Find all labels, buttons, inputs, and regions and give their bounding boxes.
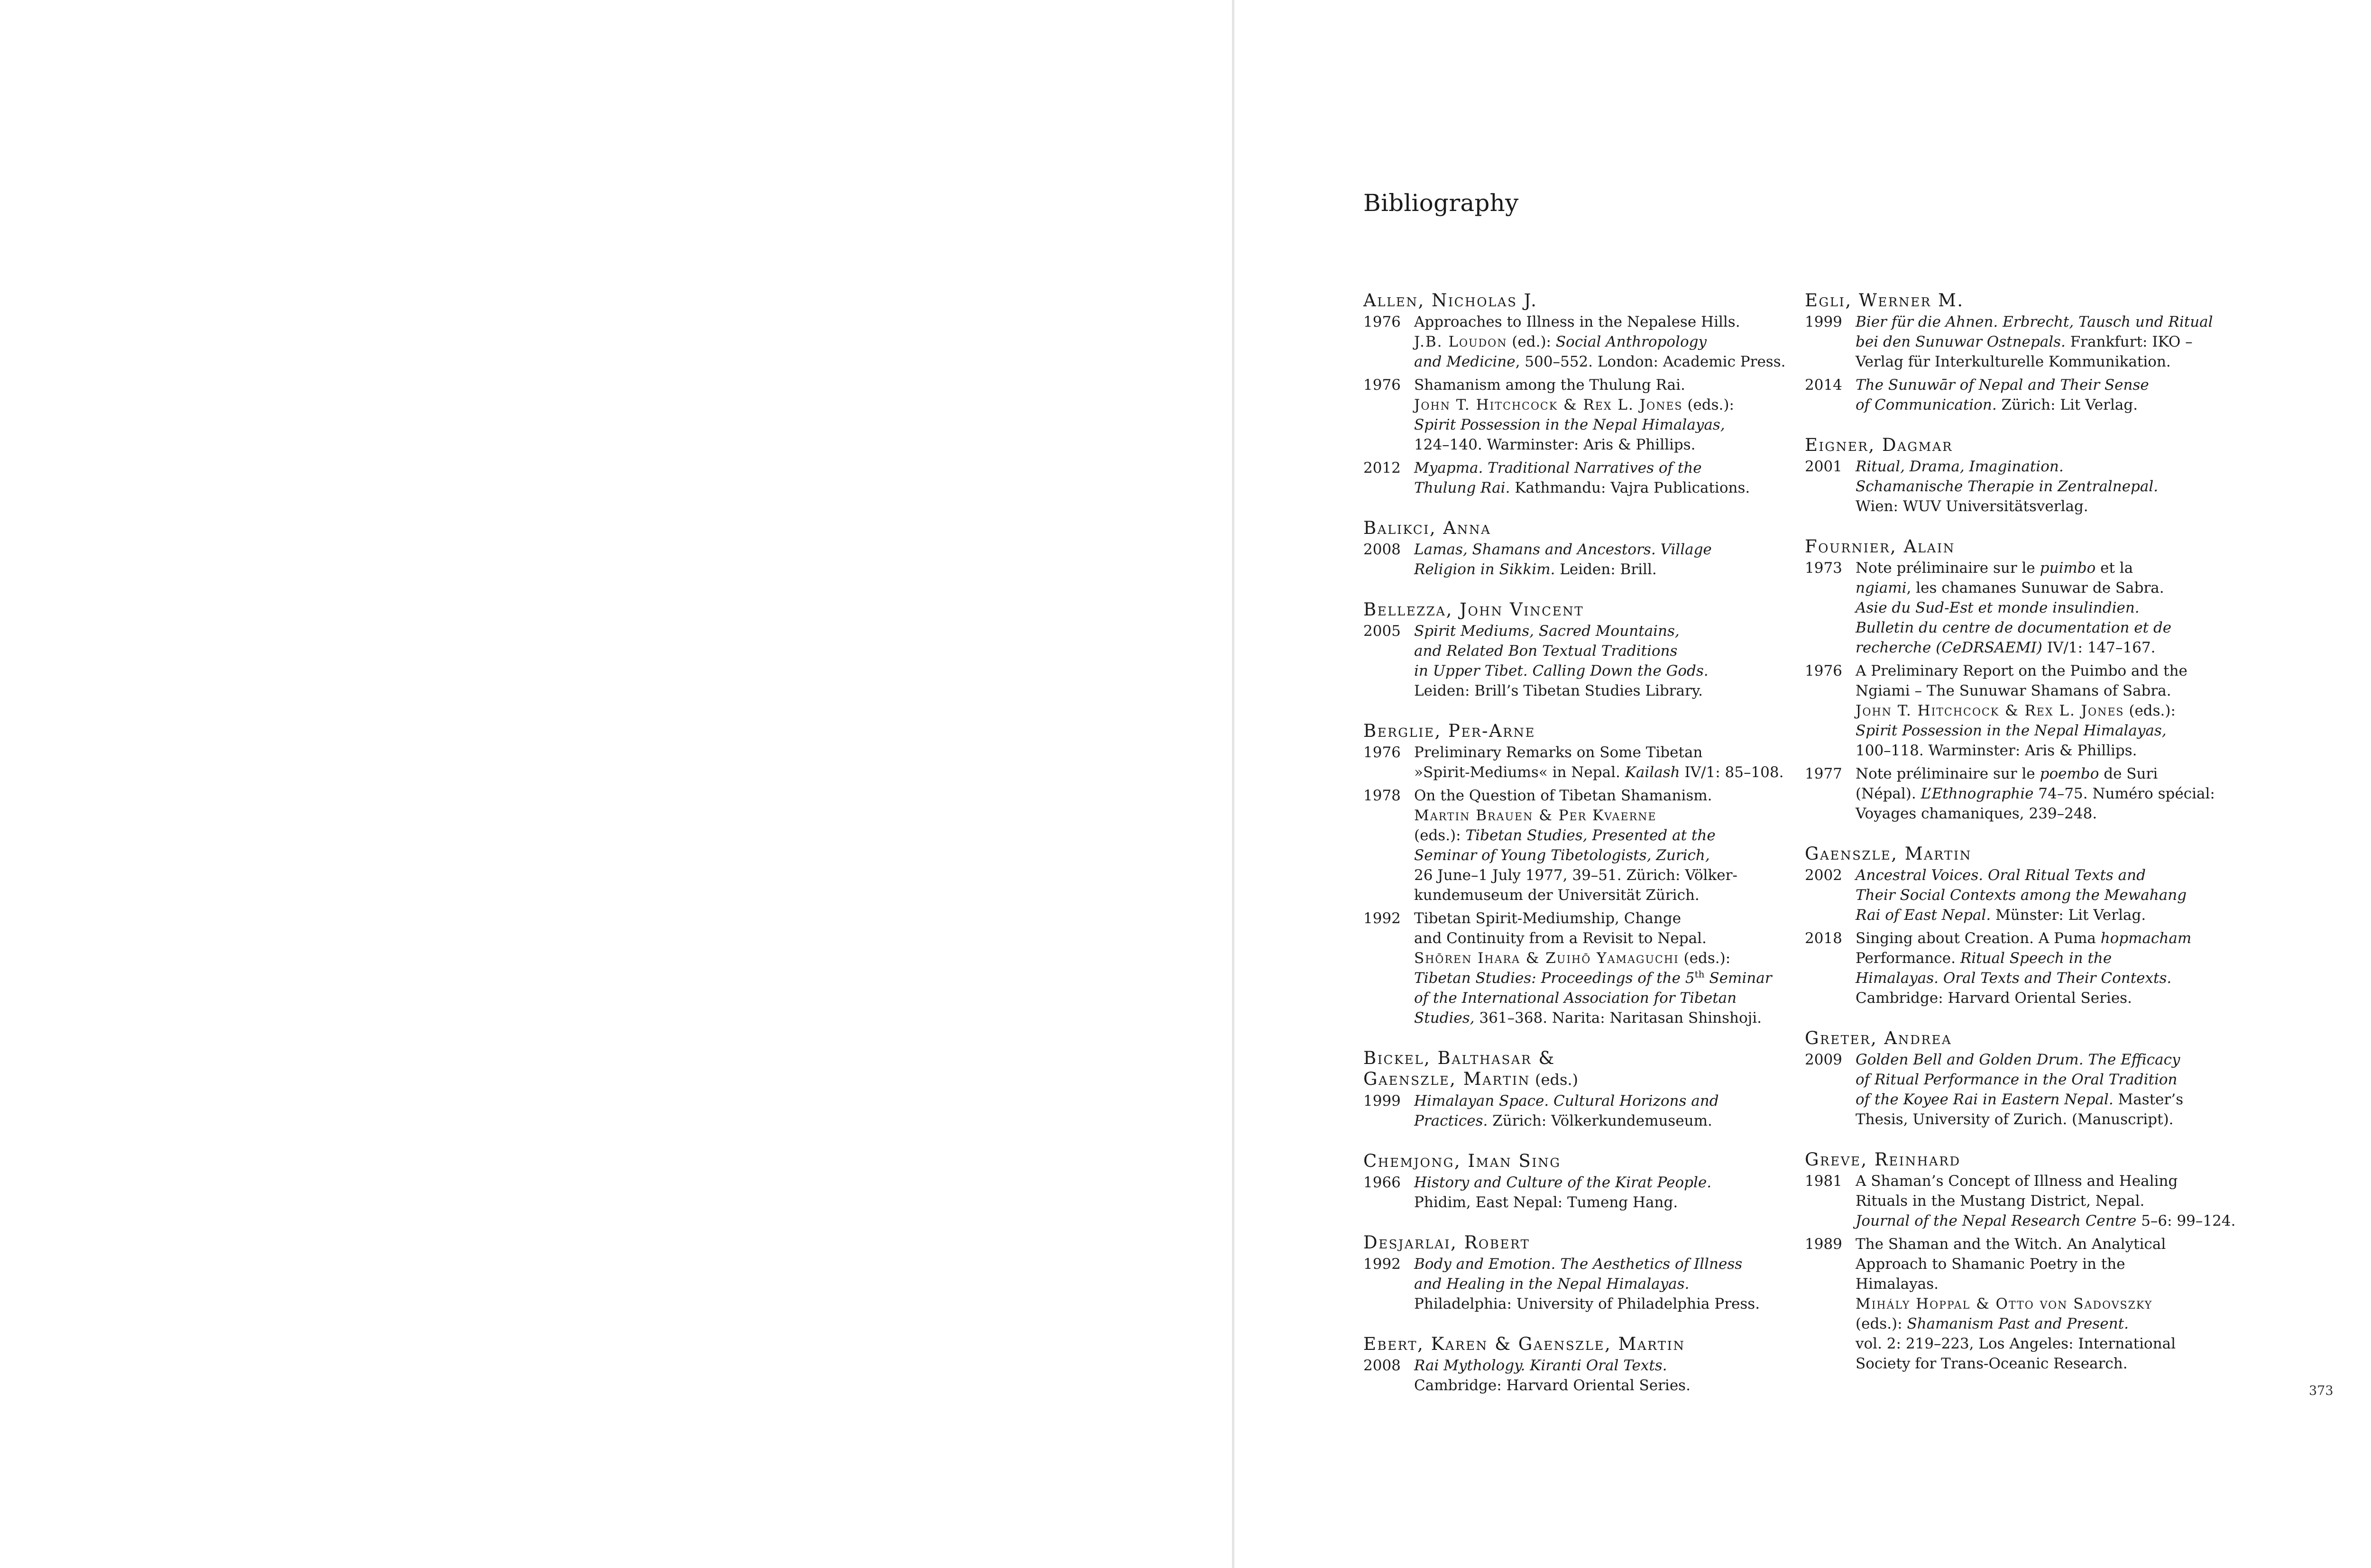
bib-work — [1805, 928, 2260, 1008]
bib-year: 2005 — [1363, 623, 1401, 640]
bib-text-segment: bei den Sunuwar Ostnepals. — [1856, 333, 2066, 350]
bib-text-segment: Note préliminaire sur le — [1856, 559, 2040, 577]
bib-line — [1414, 1091, 1790, 1111]
bib-author — [1363, 721, 1790, 742]
page-title: Bibliography — [1363, 189, 1519, 217]
bib-line — [1856, 721, 2260, 741]
bib-line — [1856, 1234, 2260, 1254]
bib-work — [1805, 457, 2260, 516]
bib-text-segment: Golden Bell and Golden Drum. The Efficacy — [1856, 1051, 2180, 1068]
bib-text-segment: Ritual Speech in the — [1960, 950, 2112, 967]
bib-work — [1363, 312, 1790, 372]
bib-author — [1363, 1069, 1790, 1090]
bib-line — [1856, 1254, 2260, 1274]
bib-line — [1414, 458, 1790, 478]
bib-text-segment: Ritual, Drama, Imagination. — [1856, 458, 2064, 475]
bib-entry — [1363, 290, 1790, 498]
bib-line — [1856, 1334, 2260, 1354]
bib-line — [1414, 1111, 1790, 1131]
bib-text-segment: and Medicine — [1414, 353, 1516, 370]
bib-line — [1414, 786, 1790, 806]
bib-text-segment: Body and Emotion. The Aesthetics of Illness — [1414, 1256, 1743, 1273]
bib-text-segment: Spirit Mediums, Sacred Mountains, — [1414, 623, 1680, 640]
bib-author — [1363, 290, 1790, 311]
bib-text-segment: Leiden: Brill’s Tibetan Studies Library. — [1414, 682, 1703, 699]
bib-author-eds: (eds.) — [1530, 1071, 1579, 1089]
bib-text-segment: 100–118. Warminster: Aris & Phillips. — [1856, 742, 2137, 759]
bib-text-segment: Kailash — [1625, 764, 1680, 781]
bib-author-name: Egli, Werner M. — [1805, 290, 1964, 311]
bib-author-name: Bickel, Balthasar & — [1363, 1048, 1555, 1068]
bib-line — [1856, 764, 2260, 784]
bib-text-segment: Studies, — [1414, 1009, 1475, 1027]
bib-line — [1856, 905, 2260, 925]
bib-text-segment: Seminar — [1704, 970, 1772, 987]
bib-text-segment: Lamas, Shamans and Ancestors. Village — [1414, 541, 1712, 558]
bib-line — [1414, 928, 1790, 948]
bib-entry — [1805, 435, 2260, 516]
bib-line — [1414, 885, 1790, 905]
bib-text-segment: Philadelphia: University of Philadelphia Press. — [1414, 1295, 1760, 1312]
bib-text-segment: 26 June–1 July 1977, 39–51. Zürich: Völker- — [1414, 867, 1737, 884]
bib-text-segment: Tibetan Studies: Proceedings of the 5 — [1414, 970, 1695, 987]
bib-entry — [1363, 721, 1790, 1028]
bib-line — [1856, 1211, 2260, 1231]
bib-year: 1978 — [1363, 787, 1401, 804]
bib-year: 2009 — [1805, 1051, 1842, 1068]
bib-text-segment: Performance. — [1856, 950, 1960, 967]
bib-text-segment: and Continuity from a Revisit to Nepal. — [1414, 930, 1707, 947]
bib-line — [1414, 1274, 1790, 1294]
bib-line — [1856, 1191, 2260, 1211]
bib-text-segment: of Communication. — [1856, 396, 1997, 413]
bib-text-segment: Practices. — [1414, 1112, 1488, 1129]
bib-text-segment: The Sunuwār of Nepal and Their Sense — [1856, 376, 2149, 394]
bib-author-name: Berglie, Per-Arne — [1363, 721, 1536, 741]
bib-work — [1805, 1050, 2260, 1129]
bib-text-segment: of the Koyee Rai in Eastern Nepal. — [1856, 1091, 2114, 1108]
bib-author-name: Desjarlai, Robert — [1363, 1232, 1530, 1253]
bib-text-segment: Münster: Lit Verlag. — [1991, 907, 2146, 924]
bib-text-segment: Master’s — [2113, 1091, 2184, 1108]
bib-author — [1363, 1151, 1790, 1172]
bib-line — [1856, 578, 2260, 598]
bib-work — [1805, 375, 2260, 415]
bib-line — [1414, 845, 1790, 865]
bib-work — [1363, 1091, 1790, 1131]
bib-line — [1414, 968, 1790, 988]
bib-line — [1414, 435, 1790, 455]
bib-year: 1999 — [1363, 1092, 1401, 1110]
bib-text-segment: Tibetan Studies, Presented at the — [1465, 827, 1716, 844]
bib-year: 2012 — [1363, 459, 1401, 477]
bib-line — [1856, 477, 2260, 496]
bib-text-segment: IV/1: 147–167. — [2042, 639, 2156, 656]
bib-entry — [1805, 844, 2260, 1008]
bib-line — [1856, 457, 2260, 477]
bib-author — [1363, 1232, 1790, 1253]
bib-author-name: Chemjong, Iman Sing — [1363, 1151, 1561, 1171]
bib-year: 1977 — [1805, 765, 1842, 782]
bib-line — [1414, 1294, 1790, 1314]
bib-entry — [1363, 1334, 1790, 1395]
bib-line — [1414, 332, 1790, 352]
bib-text-segment: Wien: WUV Universitätsverlag. — [1856, 498, 2088, 515]
bib-text-segment: Voyages chamaniques, 239–248. — [1856, 805, 2097, 822]
bib-line — [1856, 638, 2260, 658]
bib-line — [1414, 661, 1790, 681]
bib-work — [1805, 558, 2260, 658]
bib-author — [1363, 599, 1790, 620]
bib-line — [1414, 825, 1790, 845]
bib-author — [1805, 290, 2260, 311]
bib-year: 2008 — [1363, 541, 1401, 558]
bib-line — [1856, 885, 2260, 905]
bib-work — [1363, 540, 1790, 579]
bib-text-segment: Ngiami – The Sunuwar Shamans of Sabra. — [1856, 682, 2171, 699]
bib-text-segment: Rai of East Nepal. — [1856, 907, 1991, 924]
bib-line — [1414, 478, 1790, 498]
bib-text-segment: (Népal). — [1856, 785, 1921, 802]
bib-text-segment: Schamanische Therapie in Zentralnepal. — [1856, 478, 2159, 495]
bib-text-segment: Himalayas. Oral Texts and Their Contexts. — [1856, 970, 2172, 987]
bib-line — [1856, 558, 2260, 578]
bib-text-segment: Kathmandu: Vajra Publications. — [1510, 479, 1750, 496]
page-number: 373 — [2309, 1384, 2334, 1398]
bib-text-segment: On the Question of Tibetan Shamanism. — [1414, 787, 1712, 804]
bib-text-segment: Social Anthropology — [1555, 333, 1707, 350]
bib-author-name: Ebert, Karen & Gaenszle, Martin — [1363, 1334, 1685, 1354]
bib-text-segment: (eds.): — [1679, 950, 1731, 967]
bib-text-segment: vol. 2: 219–223, Los Angeles: International — [1856, 1335, 2176, 1352]
bib-entry — [1363, 518, 1790, 579]
bib-line — [1414, 559, 1790, 579]
bib-text-segment: John T. Hitchcock & Rex L. Jones — [1856, 702, 2124, 719]
bib-author-name: Fournier, Alain — [1805, 536, 1955, 557]
bib-entry — [1363, 599, 1790, 701]
bib-work — [1363, 458, 1790, 498]
bib-year: 1992 — [1363, 1256, 1401, 1273]
bib-author-name: Bellezza, John Vincent — [1363, 599, 1584, 620]
bib-line — [1856, 598, 2260, 618]
bib-text-segment: de Suri — [2099, 765, 2158, 782]
bib-text-segment: Tibetan Spirit-Mediumship, Change — [1414, 910, 1682, 927]
bib-text-segment: Martin Brauen & Per Kvaerne — [1414, 807, 1657, 824]
bib-author-name: Allen, Nicholas J. — [1363, 290, 1538, 311]
bib-text-segment: J.B. Loudon — [1414, 333, 1507, 350]
bib-author-name: Eigner, Dagmar — [1805, 435, 1953, 455]
bib-author — [1805, 435, 2260, 456]
bib-text-segment: John T. Hitchcock & Rex L. Jones — [1414, 396, 1683, 413]
bib-line — [1414, 762, 1790, 782]
bib-line — [1414, 540, 1790, 559]
bib-text-segment: Asie du Sud-Est et monde insulindien. — [1856, 599, 2140, 616]
bib-text-segment: Thulung Rai. — [1414, 479, 1510, 496]
bib-line — [1414, 641, 1790, 661]
bib-text-segment: and Related Bon Textual Traditions — [1414, 642, 1678, 660]
bib-year: 1992 — [1363, 910, 1401, 927]
bib-text-segment: Spirit Possession in the Nepal Himalayas, — [1414, 416, 1725, 433]
bib-text-segment: Myapma. Traditional Narratives of the — [1414, 459, 1702, 477]
bib-text-segment: Note préliminaire sur le — [1856, 765, 2040, 782]
bib-text-segment: (eds.): — [1414, 827, 1466, 844]
bib-text-segment: th — [1694, 968, 1705, 980]
bib-year: 1999 — [1805, 313, 1842, 330]
bib-line — [1414, 1356, 1790, 1375]
bib-line — [1856, 661, 2260, 681]
bib-work — [1363, 1173, 1790, 1212]
bib-text-segment: Himalayan Space. Cultural Horizons and — [1414, 1092, 1719, 1110]
bib-text-segment: Bulletin du centre de documentation et de — [1856, 619, 2172, 636]
bib-entry — [1805, 1028, 2260, 1129]
bib-text-segment: , 500–552. London: Academic Press. — [1515, 353, 1786, 370]
bib-line — [1856, 1090, 2260, 1110]
bib-text-segment: (eds.): — [1682, 396, 1734, 413]
bib-text-segment: The Shaman and the Witch. An Analytical — [1856, 1236, 2166, 1253]
bib-text-segment: A Shaman’s Concept of Illness and Healing — [1856, 1173, 2178, 1190]
bib-text-segment: Shōren Ihara & Zuihō Yamaguchi — [1414, 950, 1679, 967]
bib-line — [1856, 865, 2260, 885]
bib-line — [1856, 1354, 2260, 1374]
bib-line — [1856, 375, 2260, 395]
bib-line — [1856, 784, 2260, 804]
bib-line — [1414, 1192, 1790, 1212]
bib-text-segment: hopmacham — [2100, 930, 2192, 947]
bib-text-segment: 5–6: 99–124. — [2136, 1212, 2236, 1229]
bib-text-segment: Bier für die Ahnen. Erbrecht, Tausch und Ritual — [1856, 313, 2213, 330]
bib-text-segment: Seminar of Young Tibetologists, Zurich, — [1414, 847, 1710, 864]
bib-text-segment: Society for Trans-Oceanic Research. — [1856, 1355, 2128, 1372]
bib-text-segment: and Healing in the Nepal Himalayas. — [1414, 1275, 1690, 1293]
bibliography-column-right — [1805, 290, 2260, 1394]
bib-line — [1856, 1050, 2260, 1070]
bib-line — [1414, 415, 1790, 435]
bib-text-segment: (ed.): — [1507, 333, 1556, 350]
bib-year: 1989 — [1805, 1236, 1842, 1253]
bib-text-segment: Mihály Hoppal & Otto von Sadovszky — [1856, 1295, 2153, 1312]
bib-work — [1805, 661, 2260, 761]
bib-text-segment: Leiden: Brill. — [1555, 561, 1657, 578]
bib-line — [1414, 743, 1790, 762]
bib-line — [1414, 352, 1790, 372]
bib-year: 2014 — [1805, 376, 1842, 394]
bib-author-name: Greve, Reinhard — [1805, 1149, 1961, 1170]
bib-line — [1414, 988, 1790, 1008]
bib-year: 1976 — [1363, 744, 1401, 761]
bib-entry — [1805, 1149, 2260, 1374]
bib-year: 1981 — [1805, 1173, 1842, 1190]
bib-line — [1414, 948, 1790, 968]
bib-year: 2018 — [1805, 930, 1842, 947]
bib-work — [1805, 1234, 2260, 1374]
bib-line — [1414, 865, 1790, 885]
bib-author-name: Gaenszle, Martin — [1805, 844, 1972, 864]
bib-text-segment: Zürich: Völkerkundemuseum. — [1488, 1112, 1712, 1129]
bib-text-segment: of Ritual Performance in the Oral Tradition — [1856, 1071, 2178, 1088]
bib-year: 2002 — [1805, 867, 1842, 884]
bib-work — [1805, 312, 2260, 372]
bib-text-segment: Ancestral Voices. Oral Ritual Texts and — [1856, 867, 2146, 884]
bib-line — [1856, 1314, 2260, 1334]
bib-line — [1856, 741, 2260, 761]
bib-text-segment: L’Ethnographie — [1921, 785, 2034, 802]
bib-text-segment: History and Culture of the Kirat People. — [1414, 1174, 1712, 1191]
bib-work — [1805, 865, 2260, 925]
bib-text-segment: (eds.): — [2124, 702, 2176, 719]
bib-text-segment: 361–368. Narita: Naritasan Shinshoji. — [1474, 1009, 1762, 1027]
bib-year: 1973 — [1805, 559, 1842, 577]
bib-text-segment: Frankfurt: IKO – — [2065, 333, 2193, 350]
bib-line — [1856, 496, 2260, 516]
bib-text-segment: Their Social Contexts among the Mewahang — [1856, 887, 2187, 904]
bib-text-segment: Singing about Creation. A Puma — [1856, 930, 2101, 947]
bib-year: 1976 — [1363, 376, 1401, 394]
bib-line — [1856, 1171, 2260, 1191]
bib-text-segment: , les chamanes Sunuwar de Sabra. — [1906, 579, 2164, 596]
bib-line — [1856, 618, 2260, 638]
bib-line — [1414, 375, 1790, 395]
bib-text-segment: puimbo — [2040, 559, 2096, 577]
bib-line — [1414, 621, 1790, 641]
bib-text-segment: Religion in Sikkim. — [1414, 561, 1555, 578]
bib-text-segment: Verlag für Interkulturelle Kommunikation. — [1856, 353, 2171, 370]
bib-work — [1363, 1254, 1790, 1314]
bib-text-segment: Journal of the Nepal Research Centre — [1856, 1212, 2137, 1229]
bib-work — [1805, 1171, 2260, 1231]
bib-text-segment: Rai Mythology. Kiranti Oral Texts. — [1414, 1357, 1667, 1374]
bib-line — [1856, 312, 2260, 332]
bib-text-segment: (eds.): — [1856, 1315, 1907, 1332]
bib-work — [1363, 1356, 1790, 1395]
bib-line — [1414, 312, 1790, 332]
bib-work — [1363, 908, 1790, 1028]
bib-entry — [1805, 536, 2260, 824]
bib-work — [1363, 743, 1790, 782]
bib-line — [1856, 1274, 2260, 1294]
bib-text-segment: recherche (CeDRSAEMI) — [1856, 639, 2042, 656]
bib-entry — [1805, 290, 2260, 415]
bib-text-segment: ngiami — [1856, 579, 1907, 596]
bib-line — [1856, 928, 2260, 948]
bib-line — [1856, 332, 2260, 352]
bib-text-segment: 74–75. Numéro spécial: — [2033, 785, 2215, 802]
bib-text-segment: Zürich: Lit Verlag. — [1996, 396, 2138, 413]
bibliography-column-left — [1363, 290, 1790, 1415]
bib-author-name: Balikci, Anna — [1363, 518, 1491, 538]
bib-line — [1856, 1294, 2260, 1314]
bib-text-segment: Approach to Shamanic Poetry in the — [1856, 1256, 2125, 1273]
bib-line — [1414, 1173, 1790, 1192]
bib-entry — [1363, 1232, 1790, 1314]
bib-year: 1966 — [1363, 1174, 1401, 1191]
bib-work — [1805, 764, 2260, 824]
bib-line — [1856, 804, 2260, 824]
bib-line — [1414, 1254, 1790, 1274]
bib-line — [1856, 988, 2260, 1008]
bib-author — [1363, 1334, 1790, 1355]
bib-text-segment: A Preliminary Report on the Puimbo and the — [1856, 662, 2187, 679]
bib-author — [1363, 518, 1790, 539]
bib-line — [1856, 352, 2260, 372]
bib-work — [1363, 375, 1790, 455]
bib-entry — [1363, 1151, 1790, 1212]
bib-work — [1363, 621, 1790, 701]
bib-text-segment: Shamanism among the Thulung Rai. — [1414, 376, 1685, 394]
bib-text-segment: Preliminary Remarks on Some Tibetan — [1414, 744, 1703, 761]
bib-text-segment: poembo — [2040, 765, 2099, 782]
bib-author-name: Gaenszle, Martin — [1363, 1069, 1530, 1089]
bib-text-segment: Himalayas. — [1856, 1275, 1939, 1293]
bib-line — [1414, 1375, 1790, 1395]
bib-text-segment: Cambridge: Harvard Oriental Series. — [1414, 1377, 1691, 1394]
bib-text-segment: »Spirit-Mediums« in Nepal. — [1414, 764, 1625, 781]
bib-line — [1856, 681, 2260, 701]
bib-author — [1805, 536, 2260, 557]
bib-line — [1414, 806, 1790, 825]
bib-text-segment: kundemuseum der Universität Zürich. — [1414, 887, 1700, 904]
bib-year: 1976 — [1363, 313, 1401, 330]
bib-entry — [1363, 1048, 1790, 1131]
bib-text-segment: Thesis, University of Zurich. (Manuscript). — [1856, 1111, 2174, 1128]
bib-text-segment: 124–140. Warminster: Aris & Phillips. — [1414, 436, 1696, 453]
bib-text-segment: et la — [2095, 559, 2133, 577]
bib-author — [1363, 1048, 1790, 1069]
bib-author — [1805, 1149, 2260, 1170]
bib-line — [1414, 681, 1790, 701]
bib-text-segment: Shamanism Past and Present. — [1907, 1315, 2129, 1332]
bib-text-segment: Rituals in the Mustang District, Nepal. — [1856, 1192, 2145, 1210]
bib-author — [1805, 1028, 2260, 1049]
bib-year: 2008 — [1363, 1357, 1401, 1374]
bib-text-segment: Approaches to Illness in the Nepalese Hills. — [1414, 313, 1740, 330]
bib-line — [1856, 968, 2260, 988]
bib-line — [1856, 948, 2260, 968]
bib-line — [1856, 701, 2260, 721]
bib-author — [1805, 844, 2260, 864]
bib-work — [1363, 786, 1790, 905]
bib-line — [1414, 1008, 1790, 1028]
bib-line — [1414, 908, 1790, 928]
bib-line — [1856, 1110, 2260, 1129]
bib-author-name: Greter, Andrea — [1805, 1028, 1952, 1048]
bib-line — [1856, 395, 2260, 415]
bib-text-segment: Spirit Possession in the Nepal Himalayas, — [1856, 722, 2167, 739]
bib-line — [1856, 1070, 2260, 1090]
bib-text-segment: in Upper Tibet. Calling Down the Gods. — [1414, 662, 1709, 679]
bib-line — [1414, 395, 1790, 415]
bib-year: 2001 — [1805, 458, 1842, 475]
bib-year: 1976 — [1805, 662, 1842, 679]
bib-text-segment: Phidim, East Nepal: Tumeng Hang. — [1414, 1194, 1678, 1211]
bib-text-segment: of the International Association for Tibetan — [1414, 990, 1737, 1007]
bib-text-segment: IV/1: 85–108. — [1680, 764, 1784, 781]
bib-text-segment: Cambridge: Harvard Oriental Series. — [1856, 990, 2132, 1007]
